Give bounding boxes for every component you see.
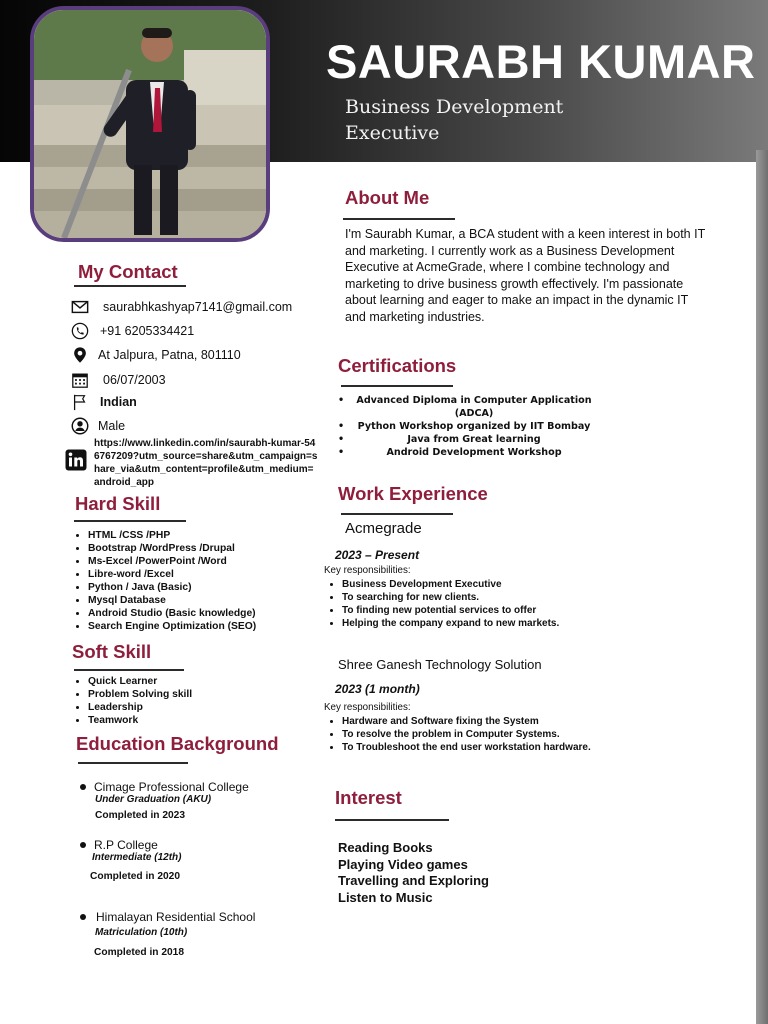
job-duties-list xyxy=(325,578,559,630)
about-text: I'm Saurabh Kumar, a BCA student with a keen interest in both IT and marketing. I currently work as a Business Development Executive at AcmeGrade, where I combine technology and marketing to drive business growth effectively. I'm passionate about learning and eager to make an impact in the dynamic IT and marketing industries. xyxy=(345,227,705,324)
list-item: • Leadership xyxy=(88,701,192,714)
contact-nationality-row xyxy=(70,392,137,412)
certifications-list xyxy=(338,394,598,459)
contact-gender-row xyxy=(70,416,125,436)
list-item: • To searching for new clients. xyxy=(342,591,559,604)
contact-title-rule xyxy=(74,285,186,287)
bullet-dot xyxy=(80,784,86,790)
edu-completed: Completed in 2023 xyxy=(95,810,186,821)
education-rule xyxy=(78,762,188,764)
edu-completed: Completed in 2018 xyxy=(94,947,185,958)
flag-icon xyxy=(70,392,90,412)
role-line-2: Executive xyxy=(345,122,440,144)
work-title: Work Experience xyxy=(338,483,488,504)
hard-skill-title: Hard Skill xyxy=(75,493,161,514)
list-item: • Mysql Database xyxy=(88,594,256,607)
profile-photo xyxy=(30,6,270,242)
contact-phone-row xyxy=(70,321,194,341)
right-edge-strip xyxy=(756,150,768,1024)
hard-skill-rule xyxy=(74,520,186,522)
job-duties-list xyxy=(325,715,591,754)
user-icon xyxy=(70,416,90,436)
list-item: • Android Development Workshop xyxy=(338,446,598,459)
edu-level: Intermediate (12th) xyxy=(92,852,182,863)
candidate-name: SAURABH KUMAR xyxy=(326,35,756,88)
list-item: • To resolve the problem in Computer Systems. xyxy=(342,728,591,741)
mail-icon xyxy=(70,297,90,317)
list-item: Reading Books xyxy=(338,840,433,855)
contact-section-title: My Contact xyxy=(78,261,178,282)
location-icon xyxy=(70,345,90,365)
hard-skill-list xyxy=(70,529,256,633)
candidate-role xyxy=(345,94,605,146)
list-item: • Helping the company expand to new markets. xyxy=(342,617,559,630)
about-rule xyxy=(343,218,455,220)
list-item: • To finding new potential services to offer xyxy=(342,604,559,617)
about-title: About Me xyxy=(345,187,430,208)
phone-text: +91 6205334421 xyxy=(100,324,195,338)
gender-text: Male xyxy=(98,419,126,433)
email-text: saurabhkashyap7141@gmail.com xyxy=(103,300,293,314)
list-item: Listen to Music xyxy=(338,889,433,905)
interest-list xyxy=(338,840,489,906)
list-item: • Search Engine Optimization (SEO) xyxy=(88,620,256,633)
job-responsibilities-label: Key responsibilities: xyxy=(324,702,411,713)
list-item: • Bootstrap /WordPress /Drupal xyxy=(88,542,256,555)
list-item: • Advanced Diploma in Computer Application (ADCA) xyxy=(338,394,598,420)
job-dates: 2023 (1 month) xyxy=(335,682,420,696)
interest-title: Interest xyxy=(335,787,402,808)
profile-photo-illustration xyxy=(34,10,266,238)
list-item: • Teamwork xyxy=(88,714,192,727)
edu-school: R.P College xyxy=(94,838,158,852)
edu-school: Himalayan Residential School xyxy=(96,910,256,924)
list-item: • Quick Learner xyxy=(88,675,192,688)
edu-completed: Completed in 2020 xyxy=(90,871,181,882)
role-line-1: Business Development xyxy=(345,96,564,118)
edu-level: Under Graduation (AKU) xyxy=(95,794,212,805)
dob-text: 06/07/2003 xyxy=(103,373,166,387)
list-item: • Problem Solving skill xyxy=(88,688,192,701)
list-item: • Ms-Excel /PowerPoint /Word xyxy=(88,555,256,568)
edu-level: Matriculation (10th) xyxy=(95,927,188,938)
list-item: • Hardware and Software fixing the System xyxy=(342,715,591,728)
list-item: • To Troubleshoot the end user workstation hardware. xyxy=(342,741,591,754)
address-text: At Jalpura, Patna, 801110 xyxy=(98,348,241,362)
list-item: • Java from Great learning xyxy=(338,433,598,446)
list-item: • Python Workshop organized by IIT Bombay xyxy=(338,420,598,433)
job-company: Shree Ganesh Technology Solution xyxy=(338,657,542,672)
soft-skill-list xyxy=(70,675,192,727)
nationality-text: Indian xyxy=(100,395,137,409)
soft-skill-rule xyxy=(74,669,184,671)
list-item: • Python / Java (Basic) xyxy=(88,581,256,594)
job-company: Acmegrade xyxy=(345,520,422,537)
list-item: • HTML /CSS /PHP xyxy=(88,529,256,542)
list-item: • Android Studio (Basic knowledge) xyxy=(88,607,256,620)
list-item: • Libre-word /Excel xyxy=(88,568,256,581)
edu-school: Cimage Professional College xyxy=(94,780,249,794)
linkedin-icon xyxy=(65,449,87,471)
job-responsibilities-label: Key responsibilities: xyxy=(324,565,411,576)
list-item: Playing Video games xyxy=(338,856,468,872)
list-item: Travelling and Exploring xyxy=(338,873,489,888)
contact-linkedin-row xyxy=(65,449,95,471)
contact-dob-row xyxy=(70,370,166,390)
soft-skill-title: Soft Skill xyxy=(72,641,152,662)
linkedin-link[interactable]: https://www.linkedin.com/in/saurabh-kumar-546767209?utm_source=share&utm_campaign=share_via&utm_content=profile&utm_medium=android_app xyxy=(94,438,318,488)
list-item: • Business Development Executive xyxy=(342,578,559,591)
education-title: Education Background xyxy=(76,733,279,754)
certifications-rule xyxy=(341,385,453,387)
interest-rule xyxy=(335,819,449,821)
job-dates: 2023 – Present xyxy=(335,548,420,562)
phone-icon xyxy=(70,321,90,341)
calendar-icon xyxy=(70,370,90,390)
bullet-dot xyxy=(80,842,86,848)
work-rule xyxy=(341,513,453,515)
certifications-title: Certifications xyxy=(338,355,457,376)
contact-email-row xyxy=(70,297,292,317)
bullet-dot xyxy=(80,914,86,920)
contact-address-row xyxy=(70,345,241,365)
